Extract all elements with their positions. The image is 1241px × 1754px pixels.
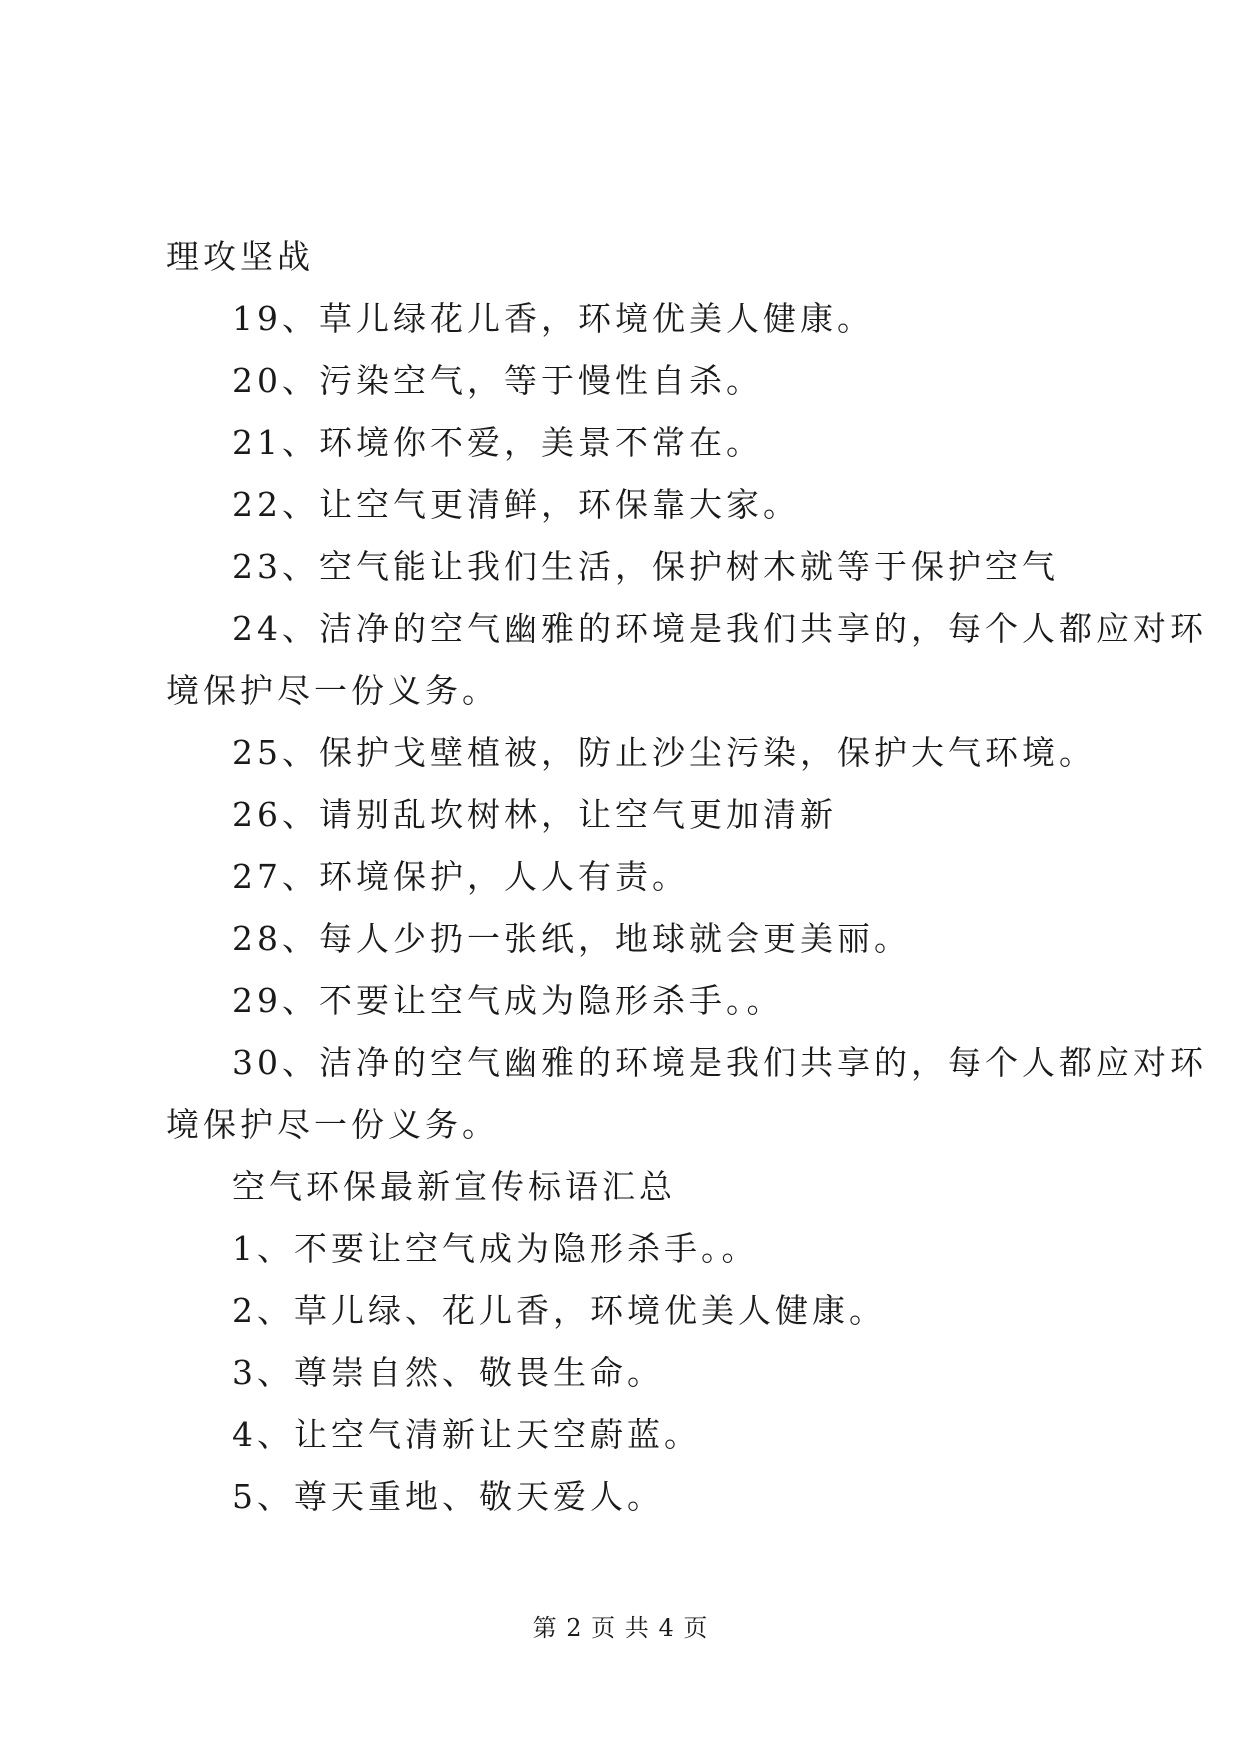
text-line: 3、尊崇自然、敬畏生命。 — [232, 1353, 664, 1392]
text-line: 30、洁净的空气幽雅的环境是我们共享的，每个人都应对环 — [232, 1043, 1207, 1082]
text-line: 22、让空气更清鲜，环保靠大家。 — [232, 485, 800, 524]
text-line: 1、不要让空气成为隐形杀手。。 — [232, 1229, 759, 1268]
text-line: 境保护尽一份义务。 — [166, 1105, 499, 1144]
document-body — [166, 226, 1207, 1528]
text-line: 4、让空气清新让天空蔚蓝。 — [232, 1415, 701, 1454]
text-line: 26、请别乱坎树林，让空气更加清新 — [232, 795, 837, 834]
text-line: 21、环境你不爱，美景不常在。 — [232, 423, 763, 462]
text-line: 25、保护戈壁植被，防止沙尘污染，保护大气环境。 — [232, 733, 1096, 772]
text-line: 23、空气能让我们生活，保护树木就等于保护空气 — [232, 547, 1059, 586]
page-number-footer: 第 2 页 共 4 页 — [532, 1614, 709, 1642]
text-line: 5、尊天重地、敬天爱人。 — [232, 1477, 664, 1516]
text-line: 29、不要让空气成为隐形杀手。。 — [232, 981, 784, 1020]
section-heading: 空气环保最新宣传标语汇总 — [232, 1167, 676, 1206]
text-line: 2、草儿绿、花儿香，环境优美人健康。 — [232, 1291, 886, 1330]
text-line: 27、环境保护，人人有责。 — [232, 857, 689, 896]
text-line: 境保护尽一份义务。 — [166, 671, 499, 710]
text-line: 理攻坚战 — [166, 237, 314, 276]
text-line: 28、每人少扔一张纸，地球就会更美丽。 — [232, 919, 911, 958]
text-line: 20、污染空气，等于慢性自杀。 — [232, 361, 763, 400]
text-line: 19、草儿绿花儿香，环境优美人健康。 — [232, 299, 874, 338]
text-line: 24、洁净的空气幽雅的环境是我们共享的，每个人都应对环 — [232, 609, 1207, 648]
